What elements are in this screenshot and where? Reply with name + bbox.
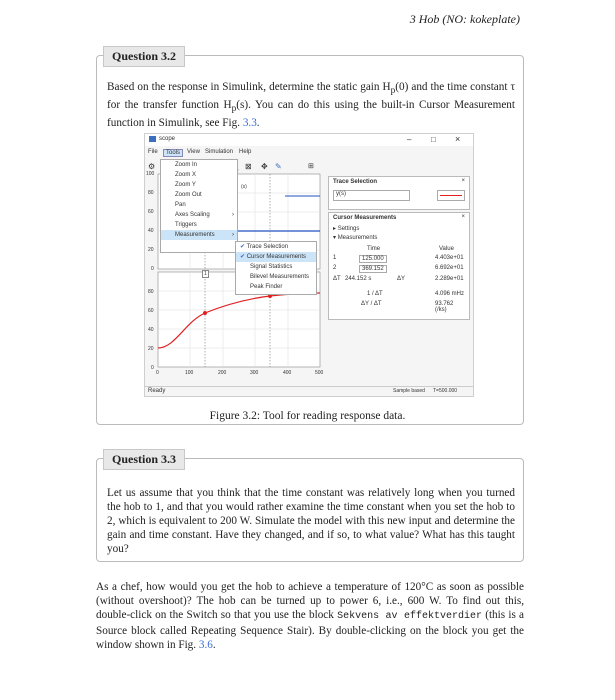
window-titlebar bbox=[145, 134, 473, 146]
running-header: 3 Hob (NO: kokeplate) bbox=[409, 12, 520, 26]
trace-panel-title: Trace Selection bbox=[333, 179, 378, 185]
inv-dt-label: 1 / ΔT bbox=[367, 291, 383, 297]
trace-selection-panel bbox=[328, 176, 470, 210]
menu-signal-statistics[interactable]: Signal Statistics bbox=[250, 264, 293, 270]
menu-pan[interactable]: Pan bbox=[175, 202, 186, 208]
x-tick-0: 0 bbox=[156, 370, 159, 376]
submenu-arrow-icon: › bbox=[232, 212, 234, 218]
menu-help[interactable]: Help bbox=[239, 149, 252, 155]
cursor-1-marker[interactable] bbox=[203, 311, 207, 315]
close-button[interactable]: × bbox=[455, 134, 461, 144]
window-title: scope bbox=[159, 136, 176, 142]
maximize-button[interactable]: □ bbox=[431, 135, 436, 144]
scope-icon bbox=[149, 136, 156, 142]
y-tick-top-0: 100 bbox=[146, 171, 155, 177]
plot-top-label: (s) bbox=[241, 184, 247, 190]
y-tick-bottom-2: 40 bbox=[148, 327, 154, 333]
cursor-row-1: 1 125.000 4.403e+01 bbox=[333, 255, 464, 262]
trace-panel-close[interactable]: × bbox=[461, 178, 465, 184]
y-tick-bottom-0: 80 bbox=[148, 289, 154, 295]
question-3-2-text: Based on the response in Simulink, determine the static gain $H_p(0)$ and the time constant τ for the transfer function $H_p(s)$. You can do this using the built-in Cursor Measurement function in Simulink, see Fig. 3.3. bbox=[107, 81, 516, 130]
y-tick-bottom-1: 60 bbox=[148, 308, 154, 314]
menu-axes-scaling[interactable]: Axes Scaling › bbox=[161, 210, 237, 220]
cursor-panel-title: Cursor Measurements bbox=[333, 215, 397, 221]
delta-y-label: ΔY bbox=[397, 276, 406, 282]
x-tick-2: 200 bbox=[218, 370, 227, 376]
status-ready: Ready bbox=[148, 388, 166, 394]
dy-dt-label: ΔY / ΔT bbox=[361, 301, 382, 307]
dy-dt-value: 93.762 (/ks) bbox=[435, 301, 454, 313]
menu-measurements[interactable]: Measurements › bbox=[161, 230, 237, 240]
pan-icon[interactable]: ✥ bbox=[261, 162, 268, 171]
menu-cursor-measurements[interactable]: ✔ Cursor Measurements bbox=[236, 252, 316, 262]
delta-t-value: 244.152 s bbox=[345, 276, 372, 282]
minimize-button[interactable]: – bbox=[407, 135, 412, 144]
x-tick-5: 500 bbox=[315, 370, 324, 376]
menu-tools[interactable]: Tools bbox=[163, 149, 183, 157]
y-tick-top-1: 80 bbox=[148, 190, 154, 196]
delta-y-value: 2.289e+01 bbox=[435, 276, 464, 282]
status-time: T=500.000 bbox=[433, 388, 458, 394]
axes-scale-icon[interactable]: ⊠ bbox=[245, 162, 252, 171]
trace-color-swatch[interactable] bbox=[437, 190, 465, 201]
question-3-2-title: Question 3.2 bbox=[103, 46, 185, 67]
tools-menu bbox=[160, 159, 238, 253]
check-icon: ✔ bbox=[240, 244, 247, 250]
y-tick-top-3: 40 bbox=[148, 228, 154, 234]
cursor-1-time[interactable]: 125.000 bbox=[359, 255, 387, 263]
cursor-2-time[interactable]: 369.152 bbox=[359, 265, 387, 273]
x-tick-3: 300 bbox=[250, 370, 259, 376]
code-block-name: Sekvens av effektverdier bbox=[337, 611, 482, 622]
cursor-2-value: 6.692e+01 bbox=[435, 265, 464, 271]
status-sample-based: Sample based bbox=[393, 388, 425, 394]
y-tick-top-5: 0 bbox=[151, 266, 154, 272]
check-icon: ✔ bbox=[240, 254, 247, 260]
question-3-3-title: Question 3.3 bbox=[103, 449, 185, 470]
figure-caption: Figure 3.2: Tool for reading response data. bbox=[209, 410, 406, 422]
menu-peak-finder[interactable]: Peak Finder bbox=[250, 284, 283, 290]
cursor-row-2: 2 369.152 6.692e+01 bbox=[333, 265, 464, 272]
body-paragraph: As a chef, how would you get the hob to achieve a temperature of 120°C as soon as possible (without overshoot)? The hob can be turned up to power 6, i.e., 600 W. To find out this, double-click on the Switch so that you use the block Sekvens av effektverdier (this is a Source block called Repeating Sequence Stair). By double-clicking on the block you get the window shown in Fig. 3.6. bbox=[96, 581, 524, 651]
menu-zoom-out[interactable]: Zoom Out bbox=[175, 192, 202, 198]
menu-zoom-in[interactable]: Zoom In bbox=[175, 162, 198, 168]
scope-window bbox=[144, 133, 474, 397]
measure-icon[interactable]: ✎ bbox=[275, 162, 282, 171]
trace-select[interactable]: y(s) bbox=[333, 190, 410, 201]
menu-file[interactable]: File bbox=[148, 149, 158, 155]
dock-icon[interactable]: ⊞ bbox=[308, 163, 314, 170]
menu-view[interactable]: View bbox=[187, 149, 200, 155]
menu-simulation[interactable]: Simulation bbox=[205, 149, 234, 155]
delta-row: ΔT 244.152 s ΔY 2.289e+01 bbox=[333, 276, 464, 282]
settings-section[interactable]: ▸ Settings bbox=[333, 226, 360, 232]
measurements-section[interactable]: ▾ Measurements bbox=[333, 235, 378, 241]
menu-triggers[interactable]: Triggers bbox=[175, 222, 197, 228]
x-tick-4: 400 bbox=[283, 370, 292, 376]
submenu-arrow-icon: › bbox=[232, 232, 234, 238]
y-tick-bottom-3: 20 bbox=[148, 346, 154, 352]
cursor-1-tag[interactable]: 1 bbox=[204, 271, 207, 277]
y-tick-bottom-4: 0 bbox=[151, 365, 154, 371]
x-tick-1: 100 bbox=[185, 370, 194, 376]
y-tick-top-4: 20 bbox=[148, 247, 154, 253]
figure-link[interactable]: 3.3 bbox=[242, 117, 257, 130]
menu-zoom-x[interactable]: Zoom X bbox=[175, 172, 197, 178]
y-tick-top-2: 60 bbox=[148, 209, 154, 215]
figure-link[interactable]: 3.6 bbox=[198, 639, 213, 651]
cursor-1-value: 4.403e+01 bbox=[435, 255, 464, 261]
cursor-panel-close[interactable]: × bbox=[461, 214, 465, 220]
question-3-3-box bbox=[96, 452, 524, 562]
inv-dt-value: 4.096 mHz bbox=[435, 291, 465, 297]
menu-zoom-y[interactable]: Zoom Y bbox=[175, 182, 196, 188]
menu-trace-selection[interactable]: ✔ Trace Selection bbox=[240, 244, 289, 250]
cursor-measurements-panel bbox=[328, 212, 470, 320]
menu-bilevel-measurements[interactable]: Bilevel Measurements bbox=[250, 274, 310, 280]
measurements-submenu bbox=[235, 241, 317, 295]
settings-icon[interactable]: ⚙ bbox=[148, 162, 156, 171]
col-value-header: Value bbox=[439, 246, 454, 252]
status-bar bbox=[145, 386, 473, 397]
col-time-header: Time bbox=[367, 246, 381, 252]
question-3-3-text: Let us assume that you think that the time constant was relatively long when you turned the hob to 1, and that you would rather examine the time constant when you set the hob to 2, which is equivalent to 200 W. Simulate the model with this new input and determine the gain and time constant. Have they changed, and if so, to what value? What has this taught you? bbox=[107, 487, 515, 555]
menubar bbox=[145, 149, 473, 159]
